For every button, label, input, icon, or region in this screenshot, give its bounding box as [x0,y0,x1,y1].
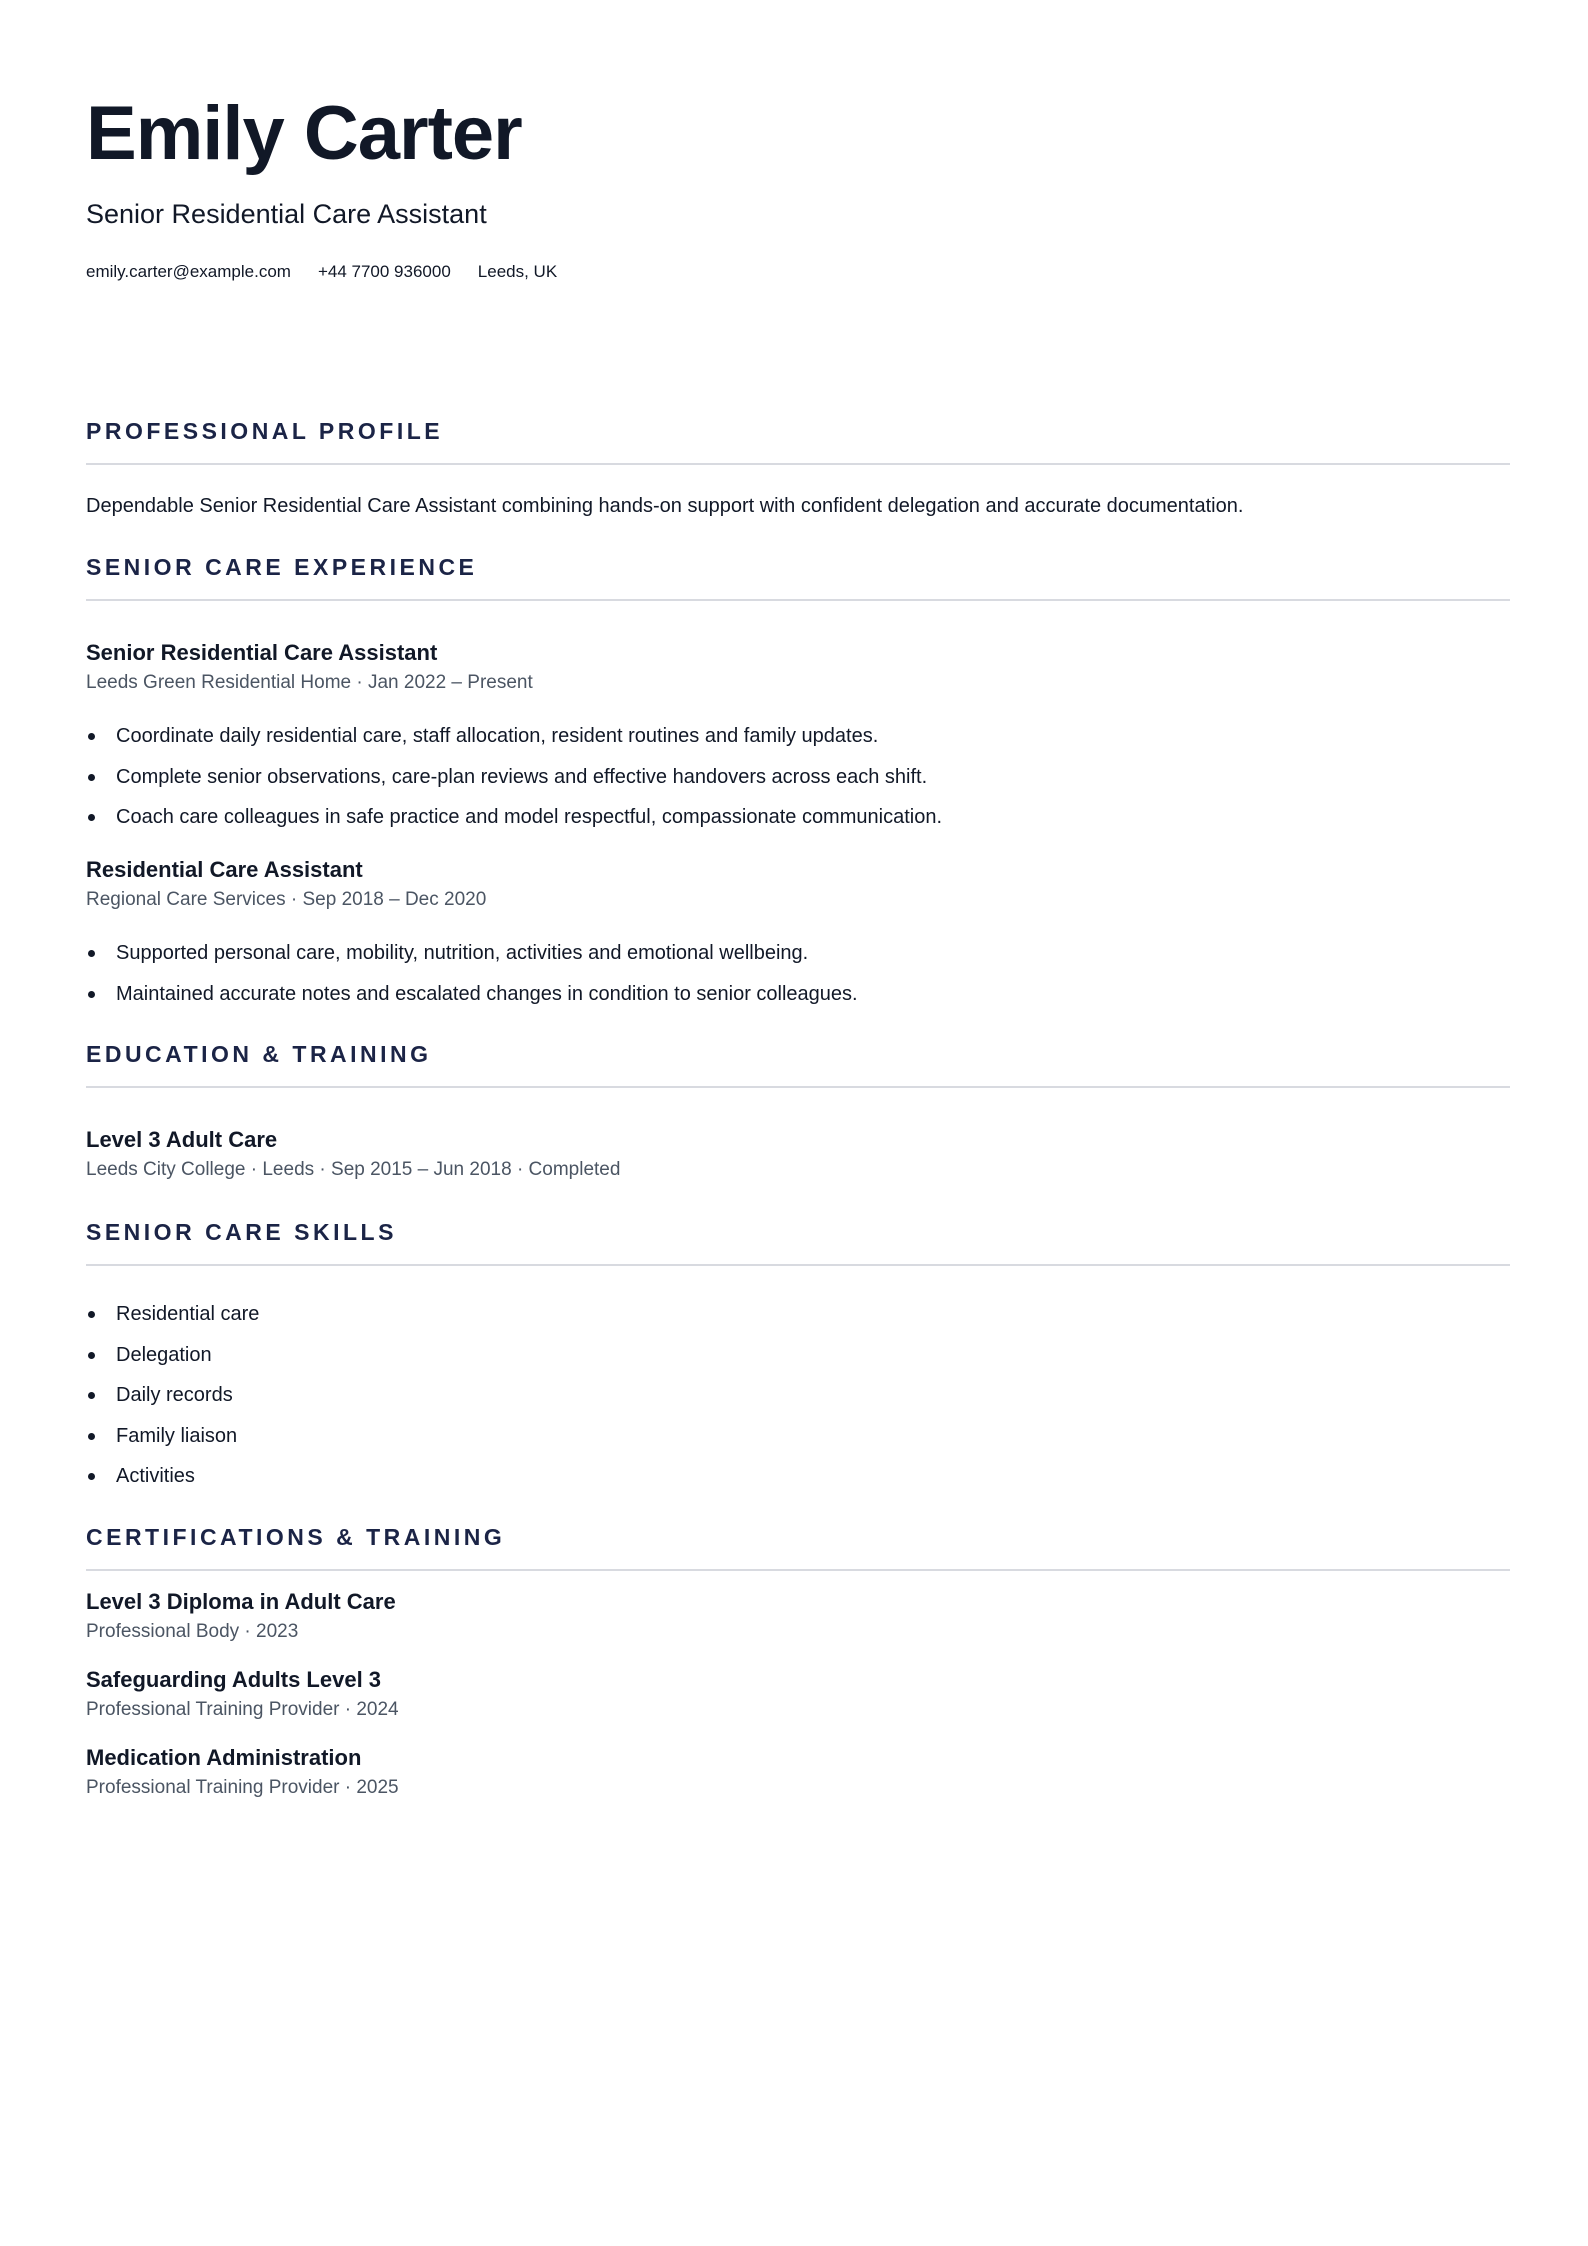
job-title: Residential Care Assistant [86,857,363,882]
job-meta: Regional Care Services · Sep 2018 – Dec 2020 [86,889,487,910]
contact-location: Leeds, UK [477,262,558,281]
contact-row [86,262,557,282]
bullet-icon [88,814,95,821]
bullet-icon [88,950,95,957]
section-divider [86,1086,1510,1088]
section-title-skills: SENIOR CARE SKILLS [86,1219,397,1245]
bullet-icon [88,1473,95,1480]
bullet-icon [88,991,95,998]
list-item: Supported personal care, mobility, nutrition, activities and emotional wellbeing. [86,941,858,982]
profile-summary: Dependable Senior Residential Care Assistant combining hands-on support with confident delegation and accurate documentation. [86,495,1244,517]
certification-title: Safeguarding Adults Level 3 [86,1667,382,1692]
certification-title: Medication Administration [86,1745,362,1770]
section-divider [86,1569,1510,1571]
list-item: Coach care colleagues in safe practice and model respectful, compassionate communication. [86,805,942,846]
section-title-education: EDUCATION & TRAINING [86,1041,432,1067]
section-title-profile: PROFESSIONAL PROFILE [86,418,444,444]
section-title-experience: SENIOR CARE EXPERIENCE [86,554,478,580]
bullet-icon [88,1311,95,1318]
job-meta: Leeds Green Residential Home · Jan 2022 – Present [86,672,533,693]
list-item: Residential care [86,1302,259,1343]
contact-email[interactable]: emily.carter@example.com [86,262,291,281]
candidate-headline: Senior Residential Care Assistant [86,199,487,229]
bullet-icon [88,1433,95,1440]
education-title: Level 3 Adult Care [86,1127,278,1152]
candidate-name: Emily Carter [86,91,522,176]
bullet-icon [88,1352,95,1359]
job-title: Senior Residential Care Assistant [86,640,438,665]
certification-meta: Professional Body · 2023 [86,1621,299,1642]
job-bullets [86,724,942,846]
education-meta: Leeds City College · Leeds · Sep 2015 – Jun 2018 · Completed [86,1159,621,1180]
list-item: Daily records [86,1383,259,1424]
contact-phone[interactable]: +44 7700 936000 [317,262,451,281]
section-divider [86,1264,1510,1266]
section-divider [86,463,1510,465]
certification-meta: Professional Training Provider · 2025 [86,1777,399,1798]
job-bullets [86,941,858,1022]
list-item: Coordinate daily residential care, staff allocation, resident routines and family updates. [86,724,942,765]
certification-meta: Professional Training Provider · 2024 [86,1699,399,1720]
list-item: Delegation [86,1343,259,1384]
section-divider [86,599,1510,601]
bullet-icon [88,774,95,781]
bullet-icon [88,1392,95,1399]
list-item: Complete senior observations, care-plan reviews and effective handovers across each shift. [86,765,942,806]
bullet-icon [88,733,95,740]
list-item: Maintained accurate notes and escalated changes in condition to senior colleagues. [86,982,858,1023]
list-item: Activities [86,1464,259,1505]
skills-list [86,1302,259,1505]
section-title-certifications: CERTIFICATIONS & TRAINING [86,1524,506,1550]
list-item: Family liaison [86,1424,259,1465]
certification-title: Level 3 Diploma in Adult Care [86,1589,396,1614]
